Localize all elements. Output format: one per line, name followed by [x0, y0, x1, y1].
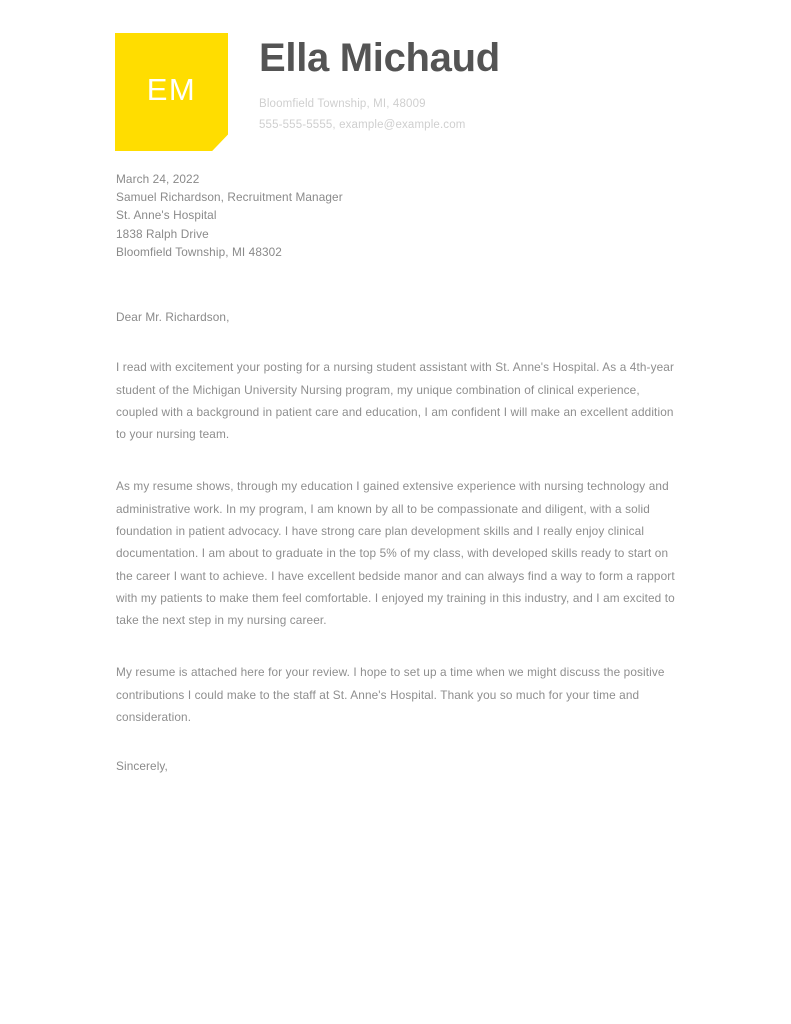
body-paragraph-2: As my resume shows, through my education I gained extensive experience with nursing technology and administrative work. In my program, I am known by all to be compassionate and diligent, with a solid foundation in patient advocacy. I have strong care plan development skills and I really enjoy clinical documentation. I am about to graduate in the top 5% of my class, with developed skills ready to start on the career I want to achieve. I have excellent bedside manor and can always find a way to form a rapport with my patients to make them feel comfortable. I enjoyed my training in this industry, and I am excited to take the next step in my nursing career.: [116, 479, 675, 628]
contact-phone-email: 555-555-5555, example@example.com: [259, 119, 466, 132]
recipient-street: 1838 Ralph Drive: [116, 226, 209, 241]
body-paragraph-3: My resume is attached here for your review. I hope to set up a time when we might discuss the positive contributions I could make to the staff at St. Anne's Hospital. Thank you so much for your time and consideration.: [116, 665, 665, 725]
body-paragraph-1: I read with excitement your posting for a nursing student assistant with St. Anne's Hospital. As a 4th-year student of the Michigan University Nursing program, my unique combination of clinical experience, coupled with a background in patient care and education, I am confident I will make an excellent addition to your nursing team.: [116, 360, 675, 442]
recipient-city-state-zip: Bloomfield Township, MI 48302: [116, 244, 282, 259]
closing-salutation: Sincerely,: [116, 759, 168, 774]
recipient-name: Samuel Richardson, Recruitment Manager: [116, 190, 343, 205]
letter-body: [116, 170, 678, 776]
letter-header: [115, 33, 715, 153]
monogram-initials: EM: [146, 71, 197, 107]
contact-address: Bloomfield Township, MI, 48009: [259, 98, 426, 110]
recipient-organization: St. Anne's Hospital: [116, 208, 217, 223]
salutation: Dear Mr. Richardson,: [116, 310, 230, 325]
contact-info: [259, 94, 709, 137]
recipient-block: [116, 170, 678, 261]
page-title: Ella Michaud: [259, 36, 500, 80]
letter-date: March 24, 2022: [116, 172, 200, 186]
header-identity: [259, 33, 709, 137]
